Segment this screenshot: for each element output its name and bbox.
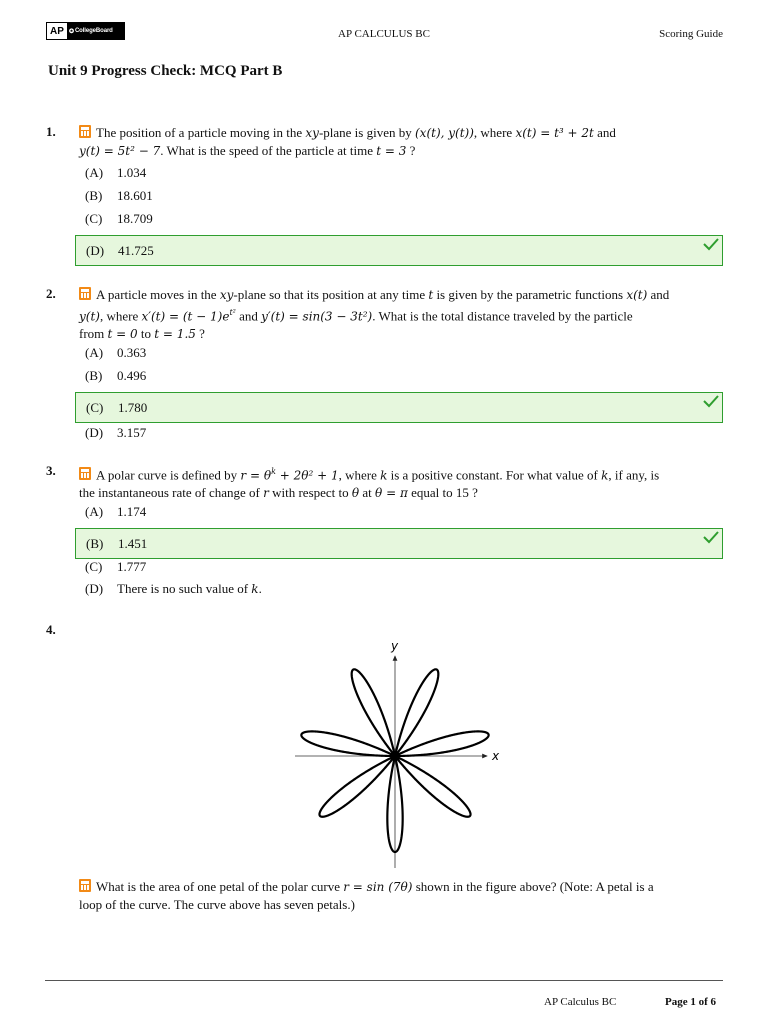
- footer-divider: [45, 980, 723, 981]
- question-stem: The position of a particle moving in the xy-plane is given by (x(t), y(t)), where x(t) = t³ + 2t and y(t) = 5t² − 7. What is the speed of the particle at time t = 3 ?: [79, 125, 616, 158]
- calculator-icon: [79, 125, 91, 138]
- header-course: AP CALCULUS BC: [338, 28, 430, 40]
- correct-answer-box: [75, 528, 723, 559]
- header-guide: Scoring Guide: [659, 28, 723, 40]
- checkmark-icon: [703, 530, 719, 544]
- question-stem: What is the area of one petal of the polar curve r = sin (7θ) shown in the figure above? (Note: A petal is a loop of the curve. The curve above has seven petals.): [79, 879, 654, 912]
- answer-choice: (B) 1.451: [86, 536, 148, 551]
- answer-choice: (A) 1.174: [85, 504, 147, 519]
- page-number: Page 1 of 6: [665, 996, 717, 1008]
- answer-choice: (B) 18.601: [85, 188, 153, 203]
- question-number: 4.: [46, 622, 56, 637]
- correct-answer-box: [75, 392, 723, 423]
- question-number: 3.: [46, 463, 56, 478]
- calculator-icon: [79, 287, 91, 300]
- acorn-icon: ✪: [69, 28, 74, 35]
- answer-choice: (C) 1.777: [85, 559, 147, 574]
- polar-rose-figure: [290, 636, 510, 876]
- answer-choice: (C) 1.780: [86, 400, 148, 415]
- checkmark-icon: [703, 394, 719, 408]
- answer-choice: (C) 18.709: [85, 211, 153, 226]
- answer-choice: (B) 0.496: [85, 368, 147, 383]
- answer-choice: (D) 3.157: [85, 425, 147, 440]
- question-number: 2.: [46, 286, 56, 301]
- calculator-icon: [79, 879, 91, 892]
- footer-course: AP Calculus BC: [544, 996, 617, 1008]
- answer-choice: (A) 1.034: [85, 165, 147, 180]
- answer-choice: (D) 41.725: [86, 243, 154, 258]
- checkmark-icon: [703, 237, 719, 251]
- question-stem: A polar curve is defined by $r = \theta^k + 2\theta^2 + 1$, where k is a positive constant. For what value of k, if any, is the instantaneous rate of change of r with respect to θ at θ = π equal to 15 ?: [79, 467, 660, 501]
- page-title: Unit 9 Progress Check: MCQ Part B: [48, 63, 283, 79]
- logo-ap: AP: [47, 23, 67, 39]
- calculator-icon: [79, 467, 91, 480]
- y-axis-label: y: [391, 639, 399, 653]
- x-axis-label: x: [492, 749, 500, 763]
- answer-choice: (A) 0.363: [85, 345, 147, 360]
- question-stem: A particle moves in the xy-plane so that its position at any time t is given by the parametric functions x(t) and y(t), where $x'(t) = (t - 1)e^{t^2}$ and y′(t) = sin(3 − 3t²). What is the total distance traveled by the particle from t = 0 to t = 1.5 ?: [79, 287, 670, 342]
- answer-choice: (D) There is no such value of k.: [85, 581, 262, 596]
- logo-collegeboard: ✪ CollegeBoard: [67, 23, 124, 39]
- question-number: 1.: [46, 124, 56, 139]
- correct-answer-box: [75, 235, 723, 266]
